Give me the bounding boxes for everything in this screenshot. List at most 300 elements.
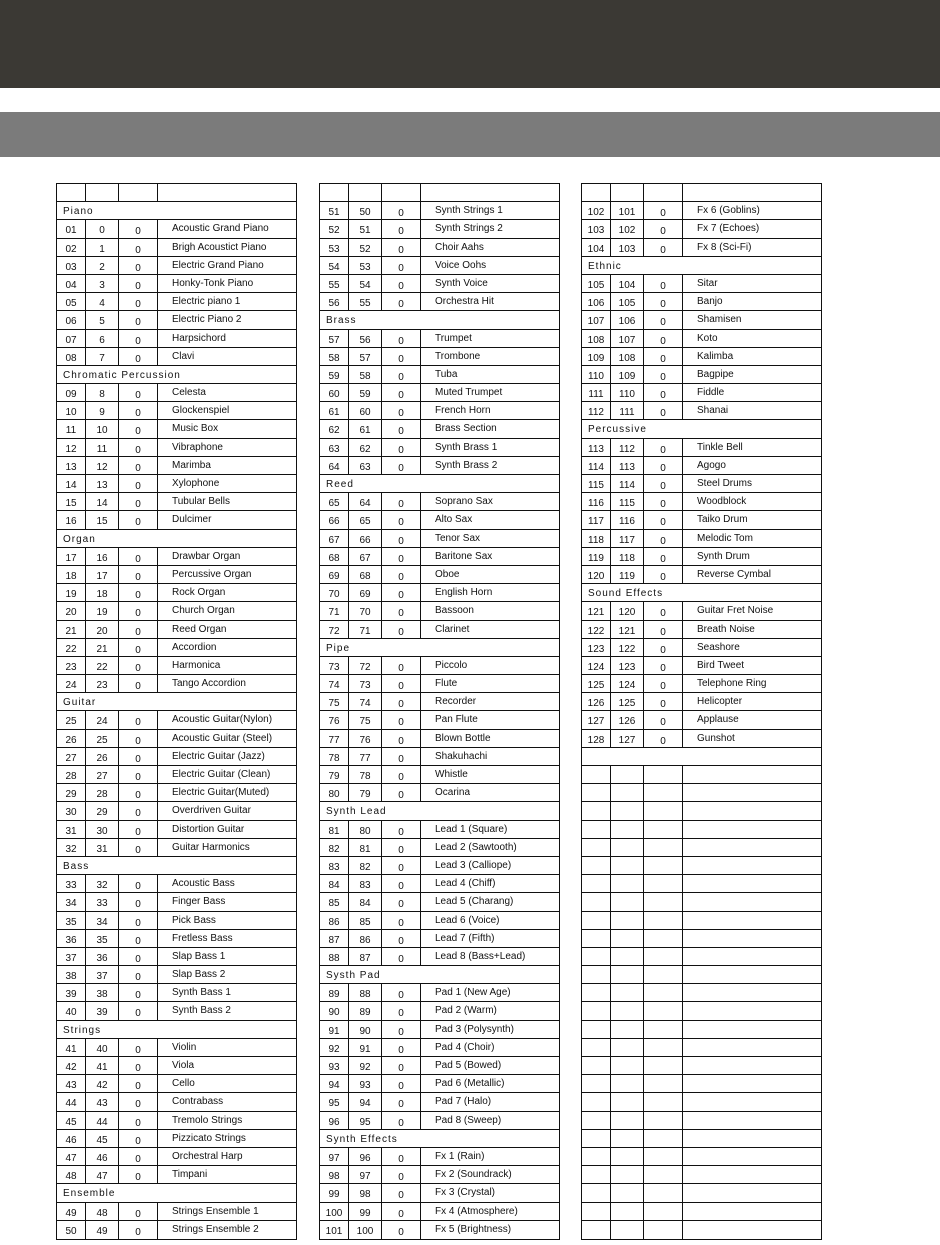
number-cell: 76 [328, 716, 340, 728]
number-cell: 91 [328, 1025, 340, 1037]
voice-name-cell [682, 1093, 821, 1111]
table-row [57, 821, 296, 839]
number-cell: 93 [328, 1062, 340, 1073]
program-cell: 86 [348, 930, 381, 948]
voice-name-cell: Voice Oohs [420, 257, 559, 275]
category-row [320, 475, 559, 493]
number-cell: 104 [587, 243, 605, 255]
program-cell: 107 [610, 330, 643, 348]
number-cell: 126 [587, 698, 605, 710]
number-cell [57, 184, 85, 202]
number-cell: 02 [65, 243, 77, 255]
program-cell: 49 [85, 1221, 118, 1240]
voice-name-cell: Honky-Tonk Piano [157, 275, 296, 293]
voice-name-cell [682, 1221, 821, 1240]
table-row [320, 821, 559, 839]
number-cell: 16 [65, 516, 77, 528]
voice-name-cell [682, 1002, 821, 1020]
bank-cell [643, 1002, 682, 1020]
bank-cell: 0 [381, 1002, 420, 1020]
table-row [320, 875, 559, 893]
program-cell: 72 [348, 657, 381, 675]
voice-name-cell: Synth Strings 2 [420, 220, 559, 238]
table-row [57, 948, 296, 966]
category-label: Pipe [326, 642, 351, 654]
voice-name-cell: Finger Bass [157, 893, 296, 911]
program-cell: 120 [610, 602, 643, 620]
program-cell: 24 [85, 711, 118, 729]
voice-name-cell: Reed Organ [157, 621, 296, 639]
program-cell: 110 [610, 384, 643, 402]
voice-name-cell: Fiddle [682, 384, 821, 402]
bank-cell: 0 [381, 602, 420, 620]
instrument-table-column-1 [56, 183, 297, 1240]
voice-name-cell [682, 784, 821, 802]
voice-name-cell: French Horn [420, 402, 559, 420]
number-cell [582, 930, 610, 948]
program-cell: 70 [348, 602, 381, 620]
bank-cell: 0 [118, 548, 157, 566]
table-row [57, 548, 296, 566]
voice-name-cell: Synth Voice [420, 275, 559, 293]
voice-name-cell: Overdriven Guitar [157, 802, 296, 820]
number-cell: 98 [328, 1171, 340, 1183]
table-row [582, 639, 821, 657]
voice-name-cell: Strings Ensemble 2 [157, 1221, 296, 1240]
bank-cell: 0 [643, 220, 682, 238]
empty-row [582, 1021, 821, 1039]
number-cell: 21 [65, 625, 77, 637]
bank-cell: 0 [381, 1166, 420, 1184]
table-row [57, 311, 296, 329]
program-cell: 103 [610, 239, 643, 257]
bank-cell [118, 184, 157, 202]
program-cell: 9 [85, 402, 118, 420]
category-label: Brass [326, 315, 357, 327]
empty-row [582, 1039, 821, 1057]
table-row [320, 275, 559, 293]
program-cell: 59 [348, 384, 381, 402]
number-cell: 36 [65, 934, 77, 946]
bank-cell: 0 [118, 584, 157, 602]
voice-name-cell: Koto [682, 330, 821, 348]
number-cell: 118 [588, 534, 604, 546]
bank-cell: 0 [118, 275, 157, 293]
program-cell [610, 748, 643, 766]
category-spacer [682, 584, 821, 602]
bank-cell: 0 [643, 657, 682, 675]
voice-name-cell: Electric Piano 2 [157, 311, 296, 329]
program-cell: 119 [610, 566, 643, 584]
number-cell: 50 [65, 1225, 77, 1237]
bank-cell: 0 [118, 966, 157, 984]
empty-row [582, 1203, 821, 1221]
voice-name-cell: Whistle [420, 766, 559, 784]
bank-cell: 0 [381, 1184, 420, 1202]
number-cell [582, 948, 610, 966]
number-cell: 51 [328, 207, 340, 219]
program-cell: 61 [348, 420, 381, 438]
table-row [582, 730, 821, 748]
program-cell: 25 [85, 730, 118, 748]
program-cell: 82 [348, 857, 381, 875]
voice-name-cell: Pick Bass [157, 912, 296, 930]
bank-cell: 0 [118, 1057, 157, 1075]
program-cell: 73 [348, 675, 381, 693]
number-cell: 13 [65, 461, 77, 473]
number-cell: 119 [588, 552, 604, 564]
program-cell: 54 [348, 275, 381, 293]
table-row [582, 602, 821, 620]
voice-name-cell: Strings Ensemble 1 [157, 1203, 296, 1221]
table-row [582, 311, 821, 329]
table-row [320, 711, 559, 729]
bank-cell [643, 912, 682, 930]
number-cell: 109 [587, 352, 605, 364]
number-cell [582, 1039, 610, 1057]
program-cell: 127 [610, 730, 643, 748]
number-cell: 99 [328, 1189, 340, 1201]
category-row [57, 202, 296, 220]
program-cell: 27 [85, 766, 118, 784]
table-header-row [582, 184, 821, 202]
number-cell: 11 [65, 425, 77, 437]
number-cell [582, 839, 610, 857]
voice-name-cell: Synth Brass 2 [420, 457, 559, 475]
number-cell [582, 1002, 610, 1020]
voice-name-cell: Electric piano 1 [157, 293, 296, 311]
bank-cell: 0 [118, 802, 157, 820]
table-row [582, 439, 821, 457]
program-cell: 4 [85, 293, 118, 311]
empty-row [582, 1002, 821, 1020]
table-row [582, 293, 821, 311]
bank-cell: 0 [118, 711, 157, 729]
voice-name-cell: Tenor Sax [420, 530, 559, 548]
number-cell: 124 [587, 661, 605, 673]
bank-cell [643, 930, 682, 948]
number-cell: 108 [587, 334, 605, 346]
program-cell: 56 [348, 330, 381, 348]
voice-name-cell: Taiko Drum [682, 511, 821, 529]
voice-name-cell: Percussive Organ [157, 566, 296, 584]
number-cell: 55 [328, 279, 340, 291]
voice-name-cell: Lead 6 (Voice) [420, 912, 559, 930]
bank-cell: 0 [381, 875, 420, 893]
bank-cell: 0 [118, 748, 157, 766]
table-row [57, 639, 296, 657]
bank-cell [643, 857, 682, 875]
table-row [57, 220, 296, 238]
program-cell: 23 [85, 675, 118, 693]
number-cell: 88 [328, 952, 340, 964]
program-cell: 124 [610, 675, 643, 693]
voice-name-cell: Clavi [157, 348, 296, 366]
number-cell [582, 1148, 610, 1166]
number-cell: 127 [587, 716, 605, 728]
bank-cell: 0 [118, 875, 157, 893]
number-cell: 35 [65, 916, 77, 928]
program-cell: 38 [85, 984, 118, 1002]
voice-name-cell: Slap Bass 1 [157, 948, 296, 966]
program-cell [610, 1130, 643, 1148]
voice-name-cell [420, 184, 559, 202]
number-cell: 30 [65, 807, 77, 819]
program-cell: 34 [85, 912, 118, 930]
table-row [320, 1093, 559, 1111]
empty-row [582, 857, 821, 875]
program-cell: 47 [85, 1166, 118, 1184]
table-row [320, 839, 559, 857]
program-cell: 95 [348, 1112, 381, 1130]
program-cell [610, 948, 643, 966]
voice-name-cell: Tuba [420, 366, 559, 384]
number-cell: 110 [588, 370, 604, 382]
number-cell: 107 [587, 316, 605, 328]
program-cell: 100 [348, 1221, 381, 1240]
number-cell: 22 [65, 643, 77, 655]
empty-row [582, 1148, 821, 1166]
voice-name-cell: Fx 8 (Sci-Fi) [682, 239, 821, 257]
bank-cell: 0 [381, 857, 420, 875]
program-cell: 68 [348, 566, 381, 584]
number-cell [582, 184, 610, 202]
program-cell: 99 [348, 1203, 381, 1221]
voice-name-cell: Synth Strings 1 [420, 202, 559, 220]
number-cell: 33 [65, 880, 77, 892]
number-cell: 83 [328, 861, 340, 873]
voice-name-cell: Fx 4 (Atmosphere) [420, 1203, 559, 1221]
program-cell: 123 [610, 657, 643, 675]
empty-row [582, 802, 821, 820]
number-cell: 38 [65, 971, 77, 983]
bank-cell [643, 1166, 682, 1184]
table-row [57, 748, 296, 766]
voice-name-cell [682, 912, 821, 930]
bank-cell [643, 802, 682, 820]
program-cell: 45 [85, 1130, 118, 1148]
bank-cell: 0 [381, 930, 420, 948]
program-cell [610, 1002, 643, 1020]
program-cell [610, 1221, 643, 1240]
program-cell: 77 [348, 748, 381, 766]
number-cell: 71 [328, 607, 340, 619]
bank-cell: 0 [381, 366, 420, 384]
number-cell: 67 [328, 534, 340, 546]
bank-cell: 0 [381, 766, 420, 784]
program-cell: 17 [85, 566, 118, 584]
category-label: Percussive [588, 424, 647, 436]
bank-cell: 0 [381, 420, 420, 438]
voice-name-cell: Orchestra Hit [420, 293, 559, 311]
voice-name-cell: Melodic Tom [682, 530, 821, 548]
category-row [582, 420, 821, 438]
voice-name-cell [682, 1166, 821, 1184]
program-cell: 21 [85, 639, 118, 657]
table-row [582, 348, 821, 366]
voice-name-cell: Marimba [157, 457, 296, 475]
empty-row [582, 930, 821, 948]
empty-row [582, 875, 821, 893]
bank-cell: 0 [381, 1057, 420, 1075]
program-cell: 126 [610, 711, 643, 729]
program-cell: 12 [85, 457, 118, 475]
voice-name-cell: Contrabass [157, 1093, 296, 1111]
program-cell: 105 [610, 293, 643, 311]
bank-cell: 0 [118, 821, 157, 839]
table-row [57, 257, 296, 275]
program-cell: 115 [610, 493, 643, 511]
number-cell [582, 875, 610, 893]
voice-name-cell: Oboe [420, 566, 559, 584]
bank-cell: 0 [643, 639, 682, 657]
number-cell: 24 [65, 680, 77, 692]
program-cell [348, 184, 381, 202]
program-cell: 62 [348, 439, 381, 457]
program-cell: 35 [85, 930, 118, 948]
program-cell: 16 [85, 548, 118, 566]
program-cell [610, 857, 643, 875]
voice-name-cell: Orchestral Harp [157, 1148, 296, 1166]
table-header-row [57, 184, 296, 202]
voice-name-cell: Lead 4 (Chiff) [420, 875, 559, 893]
number-cell: 52 [328, 225, 340, 237]
bank-cell: 0 [643, 239, 682, 257]
bank-cell: 0 [118, 566, 157, 584]
number-cell [582, 802, 610, 820]
voice-name-cell: Banjo [682, 293, 821, 311]
bank-cell: 0 [381, 1148, 420, 1166]
number-cell [582, 1203, 610, 1221]
program-cell: 40 [85, 1039, 118, 1057]
table-row [57, 1039, 296, 1057]
table-row [57, 1130, 296, 1148]
voice-name-cell [682, 802, 821, 820]
program-cell: 81 [348, 839, 381, 857]
bank-cell: 0 [643, 548, 682, 566]
voice-name-cell: Bird Tweet [682, 657, 821, 675]
bank-cell: 0 [381, 530, 420, 548]
empty-row [582, 748, 821, 766]
bank-cell: 0 [381, 675, 420, 693]
program-cell: 116 [610, 511, 643, 529]
empty-row [582, 1130, 821, 1148]
number-cell: 60 [328, 389, 340, 401]
number-cell: 123 [587, 643, 605, 655]
voice-name-cell [682, 1039, 821, 1057]
voice-name-cell: Flute [420, 675, 559, 693]
voice-name-cell: Guitar Fret Noise [682, 602, 821, 620]
table-row [57, 348, 296, 366]
program-cell: 92 [348, 1057, 381, 1075]
table-row [57, 675, 296, 693]
table-row [57, 384, 296, 402]
number-cell: 47 [65, 1152, 77, 1164]
instrument-table-column-2 [319, 183, 560, 1240]
bank-cell [643, 948, 682, 966]
voice-name-cell: Brigh Acoustict Piano [157, 239, 296, 257]
table-row [582, 384, 821, 402]
voice-name-cell: Fx 1 (Rain) [420, 1148, 559, 1166]
bank-cell [643, 1221, 682, 1240]
program-cell [610, 893, 643, 911]
table-row [320, 1021, 559, 1039]
table-row [320, 1002, 559, 1020]
voice-name-cell [682, 893, 821, 911]
voice-name-cell: Lead 3 (Calliope) [420, 857, 559, 875]
table-row [57, 293, 296, 311]
voice-name-cell [682, 966, 821, 984]
category-spacer [157, 1021, 296, 1039]
table-row [582, 530, 821, 548]
table-row [320, 402, 559, 420]
empty-row [582, 966, 821, 984]
voice-name-cell: Gunshot [682, 730, 821, 748]
table-row [582, 675, 821, 693]
number-cell [582, 766, 610, 784]
voice-name-cell [682, 1057, 821, 1075]
voice-name-cell [682, 1148, 821, 1166]
program-cell: 76 [348, 730, 381, 748]
number-cell: 20 [65, 607, 77, 619]
number-cell: 101 [325, 1225, 343, 1237]
table-row [320, 366, 559, 384]
program-cell: 32 [85, 875, 118, 893]
bank-cell: 0 [118, 602, 157, 620]
table-row [57, 1203, 296, 1221]
table-row [57, 475, 296, 493]
voice-name-cell: Synth Drum [682, 548, 821, 566]
program-cell [610, 966, 643, 984]
program-cell: 69 [348, 584, 381, 602]
number-cell: 80 [328, 789, 340, 801]
bank-cell: 0 [381, 784, 420, 802]
bank-cell: 0 [381, 257, 420, 275]
bank-cell [643, 966, 682, 984]
category-spacer [157, 693, 296, 711]
program-cell [610, 984, 643, 1002]
number-cell [582, 857, 610, 875]
bank-cell: 0 [118, 330, 157, 348]
empty-row [582, 893, 821, 911]
bank-cell: 0 [381, 384, 420, 402]
table-row [320, 784, 559, 802]
number-cell: 06 [65, 316, 77, 328]
number-cell: 04 [65, 279, 77, 291]
number-cell: 53 [328, 243, 340, 255]
table-row [57, 984, 296, 1002]
category-row [582, 257, 821, 275]
voice-name-cell: Tubular Bells [157, 493, 296, 511]
table-row [320, 748, 559, 766]
empty-row [582, 1075, 821, 1093]
number-cell: 08 [65, 352, 77, 364]
bank-cell: 0 [118, 912, 157, 930]
category-spacer [420, 475, 559, 493]
bank-cell [643, 766, 682, 784]
program-cell [610, 930, 643, 948]
number-cell: 25 [65, 716, 77, 728]
bank-cell: 0 [118, 784, 157, 802]
bank-cell: 0 [118, 984, 157, 1002]
voice-name-cell: Cello [157, 1075, 296, 1093]
number-cell: 69 [328, 570, 340, 582]
voice-name-cell: Baritone Sax [420, 548, 559, 566]
category-label: Sound Effects [588, 588, 664, 600]
bank-cell: 0 [118, 239, 157, 257]
voice-name-cell [682, 1021, 821, 1039]
category-label: Ensemble [63, 1188, 116, 1200]
